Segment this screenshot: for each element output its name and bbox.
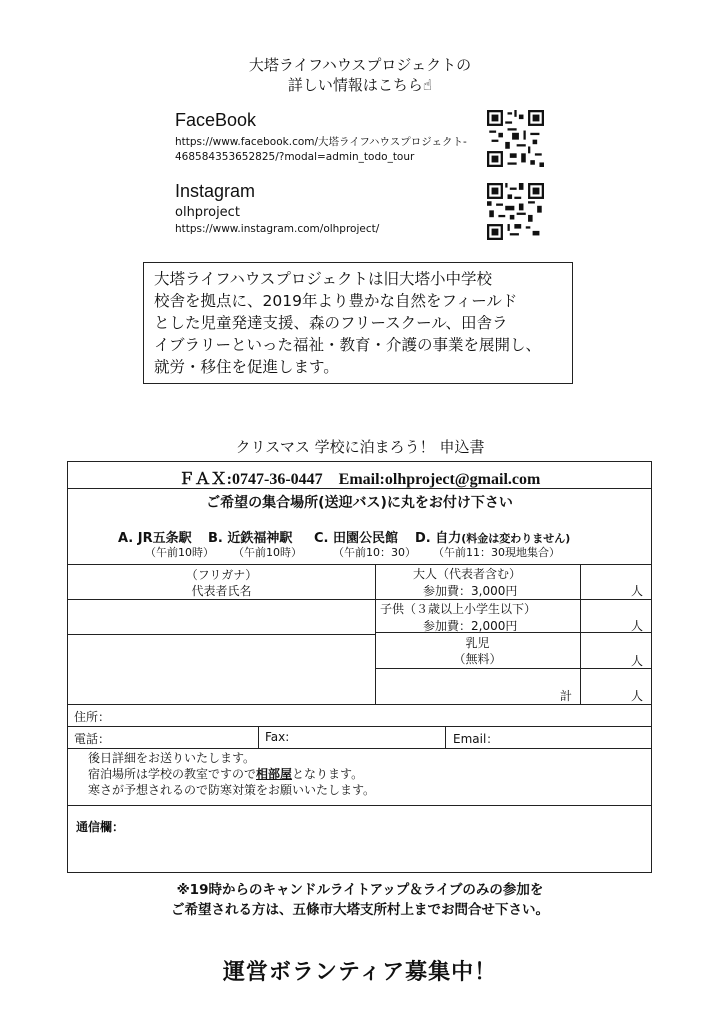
facebook-url-line-1[interactable]: https://www.facebook.com/大塔ライフハウスプロジェクト- <box>175 136 467 148</box>
total-label: 計 <box>560 689 573 703</box>
child-label: 子供（３歳以上小学生以下） <box>380 602 537 616</box>
option-a[interactable]: A. JR五条駅 <box>118 531 192 546</box>
child-fee: 参加費：2,000円 <box>423 619 518 633</box>
instagram-title: Instagram <box>175 181 256 201</box>
fax-email-line: ＦＡＸ:0747-36-0447 Email:olhproject@gmail.com <box>178 471 541 488</box>
option-b-time: （午前10時） <box>233 546 302 559</box>
adult-unit: 人 <box>631 584 644 598</box>
adult-count-input[interactable] <box>584 568 626 596</box>
fax-label: Fax: <box>265 730 290 744</box>
total-unit: 人 <box>631 689 644 703</box>
description-line-3: とした児童発達支援、森のフリースクール、田舎ラ <box>154 314 508 332</box>
email-input[interactable] <box>508 729 646 746</box>
representative-name-label: 代表者氏名 <box>191 584 252 598</box>
note-line-2-text: 宿泊場所は学校の教室ですので <box>88 767 257 781</box>
address-label: 住所： <box>74 710 111 724</box>
facebook-url-line-2[interactable]: 468584353652825/?modal=admin_todo_tour <box>175 151 415 163</box>
infant-unit: 人 <box>631 654 644 668</box>
notes <box>88 750 375 798</box>
description-line-5: 就労・移住を促進します。 <box>154 358 339 376</box>
volunteer-recruitment-heading: 運営ボランティア募集中！ <box>222 960 498 985</box>
child-unit: 人 <box>631 619 644 633</box>
adult-label: 大人（代表者含む） <box>413 567 522 581</box>
option-a-time: （午前10時） <box>145 546 214 559</box>
option-d-label: D. 自力 <box>415 531 462 546</box>
option-b[interactable]: B. 近鉄福神駅 <box>208 531 293 546</box>
infant-fee: （無料） <box>453 652 502 666</box>
option-c[interactable]: C. 田園公民館 <box>314 531 399 546</box>
note-line-2 <box>88 766 375 782</box>
phone-input[interactable] <box>118 729 254 746</box>
child-count-input[interactable] <box>584 602 626 630</box>
option-d-note: (料金は変わりません) <box>461 532 571 545</box>
facebook-qr-code-icon <box>487 110 544 167</box>
fax-input[interactable] <box>300 729 440 746</box>
note-line-2-end: となります。 <box>292 767 364 781</box>
description-line-4: イブラリーといった福祉・教育・介護の事業を展開し、 <box>154 336 542 354</box>
application-form <box>67 461 652 873</box>
intro-line-1: 大塔ライフハウスプロジェクトの <box>248 56 472 74</box>
address-input[interactable] <box>118 707 646 724</box>
form-title: クリスマス 学校に泊まろう！ 申込書 <box>235 438 485 456</box>
meeting-place-heading: ご希望の集合場所(送迎バス)に丸をお付け下さい <box>206 495 513 511</box>
email-label: Email： <box>453 732 499 746</box>
instagram-qr-code-icon <box>487 183 544 240</box>
furigana-input[interactable] <box>72 602 370 630</box>
representative-name-input[interactable] <box>72 638 370 700</box>
intro-text <box>150 55 570 95</box>
infant-label: 乳児 <box>465 636 490 650</box>
total-count-input[interactable] <box>584 672 626 700</box>
communication-input[interactable] <box>138 812 646 868</box>
communication-label: 通信欄： <box>76 820 125 834</box>
note-line-1: 後日詳細をお送りいたします。 <box>88 751 256 765</box>
description-line-2: 校舎を拠点に、2019年より豊かな自然をフィールド <box>154 292 518 310</box>
infant-count-input[interactable] <box>584 636 626 664</box>
footer-line-1: ※19時からのキャンドルライトアップ＆ライブのみの参加を <box>176 882 544 898</box>
furigana-label: （フリガナ） <box>185 568 258 582</box>
project-description <box>143 262 573 384</box>
adult-fee: 参加費：3,000円 <box>423 584 518 598</box>
intro-line-2: 詳しい情報はこちら☝ <box>287 76 433 94</box>
instagram-url[interactable]: https://www.instagram.com/olhproject/ <box>175 223 380 235</box>
option-d-time: （午前11：30現地集合） <box>433 546 560 559</box>
description-line-1: 大塔ライフハウスプロジェクトは旧大塔小中学校 <box>154 270 493 288</box>
phone-label: 電話： <box>74 732 111 746</box>
footer-note <box>0 880 720 920</box>
shared-room-text: 相部屋 <box>256 767 293 781</box>
option-c-time: （午前10：30） <box>333 546 416 559</box>
note-line-3: 寒さが予想されるので防寒対策をお願いいたします。 <box>88 783 376 797</box>
facebook-url[interactable] <box>175 135 467 165</box>
footer-line-2: ご希望される方は、五條市大塔支所村上までお問合せ下さい。 <box>171 902 549 918</box>
instagram-handle: olhproject <box>175 205 240 220</box>
facebook-title: FaceBook <box>175 110 257 130</box>
